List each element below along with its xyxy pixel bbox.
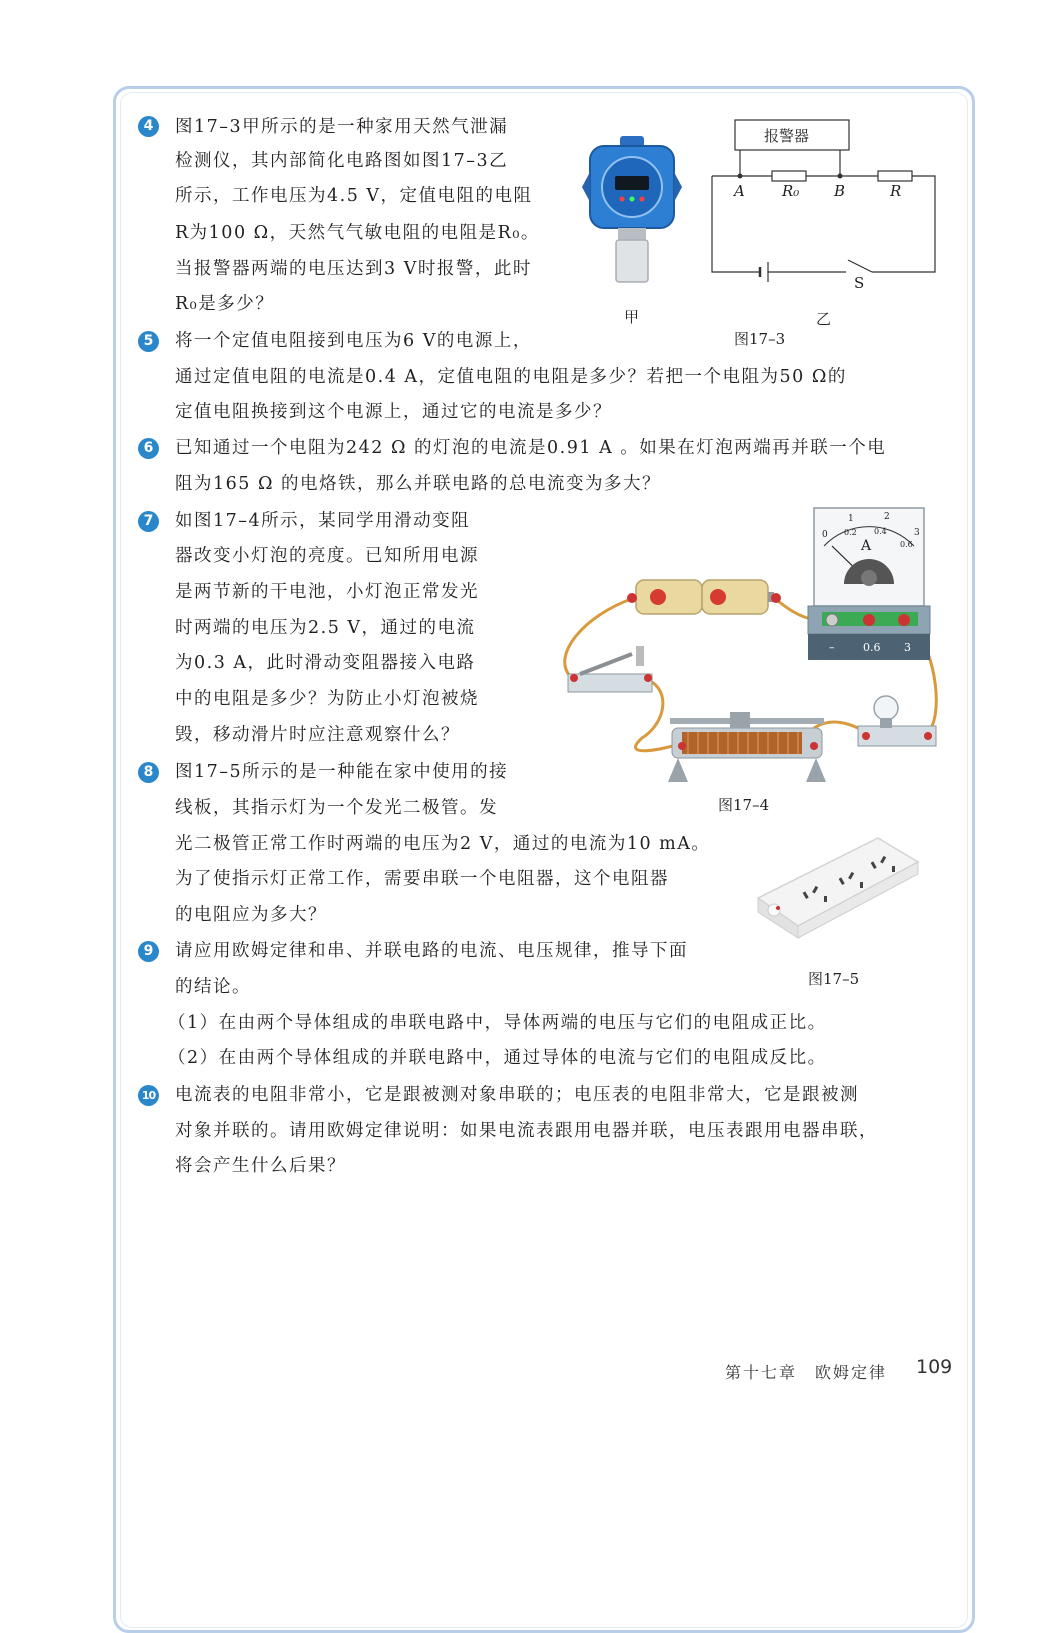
q4-line-2: 检测仪，其内部简化电路图如图17–3乙 bbox=[175, 151, 509, 171]
scale-bottom-0-2: 0.2 bbox=[844, 528, 857, 537]
switch-s-label: S bbox=[854, 274, 865, 292]
gas-detector-illustration bbox=[582, 132, 682, 292]
q7-line-1: 如图17–4所示，某同学用滑动变阻 bbox=[175, 511, 471, 531]
scale-top-3: 3 bbox=[914, 528, 920, 538]
page-number: 109 bbox=[916, 1356, 953, 1378]
q7-line-4: 时两端的电压为2.5 V，通过的电流 bbox=[175, 618, 476, 638]
question-10-number: 10 bbox=[138, 1085, 159, 1106]
chapter-footer: 第十七章 欧姆定律 bbox=[725, 1363, 888, 1382]
fig17-4-caption: 图17–4 bbox=[718, 796, 770, 814]
q9-line-2: 的结论。 bbox=[175, 977, 251, 997]
fig17-3-caption: 图17–3 bbox=[734, 330, 786, 348]
q8-line-3: 光二极管正常工作时两端的电压为2 V，通过的电流为10 mA。 bbox=[175, 834, 711, 854]
scale-bottom-0-4: 0.4 bbox=[874, 527, 887, 536]
node-a-label: A bbox=[734, 182, 745, 200]
q6-line-2: 阻为165 Ω 的电烙铁，那么并联电路的总电流变为多大？ bbox=[175, 474, 662, 494]
q10-line-2: 对象并联的。请用欧姆定律说明：如果电流表跟用电器并联，电压表跟用电器串联， bbox=[175, 1121, 878, 1141]
scale-top-2: 2 bbox=[884, 512, 890, 522]
q8-line-5: 的电阻应为多大？ bbox=[175, 905, 327, 925]
q7-line-3: 是两节新的干电池，小灯泡正常发光 bbox=[175, 582, 479, 602]
scale-top-0: 0 bbox=[822, 530, 828, 540]
q4-line-1: 图17–3甲所示的是一种家用天然气泄漏 bbox=[175, 117, 509, 137]
q6-line-1: 已知通过一个电阻为242 Ω 的灯泡的电流是0.91 A 。如果在灯泡两端再并联一个电 bbox=[175, 438, 887, 458]
terminal-3-label: 3 bbox=[904, 641, 911, 654]
question-9-number: 9 bbox=[138, 941, 159, 962]
ammeter-unit-label: A bbox=[861, 538, 872, 554]
terminal-0-6-label: 0.6 bbox=[863, 641, 881, 654]
question-5-number: 5 bbox=[138, 331, 159, 352]
q10-line-1: 电流表的电阻非常小，它是跟被测对象串联的；电压表的电阻非常大，它是跟被测 bbox=[175, 1085, 859, 1105]
question-4-number: 4 bbox=[138, 116, 159, 137]
resistor-r-label: R bbox=[890, 182, 902, 200]
q7-line-7: 毁，移动滑片时应注意观察什么？ bbox=[175, 725, 460, 745]
question-8-number: 8 bbox=[138, 762, 159, 783]
q7-line-5: 为0.3 A，此时滑动变阻器接入电路 bbox=[175, 653, 476, 673]
fig17-5-caption: 图17–5 bbox=[808, 970, 860, 988]
node-b-label: B bbox=[834, 182, 846, 200]
question-7-number: 7 bbox=[138, 511, 159, 532]
power-strip-illustration bbox=[748, 826, 924, 958]
q8-line-2: 线板，其指示灯为一个发光二极管。发 bbox=[175, 798, 498, 818]
q8-line-4: 为了使指示灯正常工作，需要串联一个电阻器，这个电阻器 bbox=[175, 869, 669, 889]
q5-line-1: 将一个定值电阻接到电压为6 V的电源上， bbox=[175, 331, 532, 351]
q5-line-2: 通过定值电阻的电流是0.4 A，定值电阻的电阻是多少？若把一个电阻为50 Ω的 bbox=[175, 367, 847, 387]
q8-line-1: 图17–5所示的是一种能在家中使用的接 bbox=[175, 762, 509, 782]
alarm-circuit-diagram bbox=[700, 112, 946, 292]
rheostat-circuit-illustration bbox=[552, 506, 944, 796]
fig17-3-label-yi: 乙 bbox=[816, 310, 832, 328]
q5-line-3: 定值电阻换接到这个电源上，通过它的电流是多少？ bbox=[175, 402, 612, 422]
scale-bottom-0-6: 0.6 bbox=[900, 540, 913, 549]
q9-part-1: （1）在由两个导体组成的串联电路中，导体两端的电压与它们的电阻成正比。 bbox=[168, 1013, 827, 1033]
terminal-minus-label: – bbox=[829, 641, 835, 654]
alarm-label: 报警器 bbox=[764, 127, 810, 145]
q4-line-3: 所示，工作电压为4.5 V，定值电阻的电阻 bbox=[175, 186, 533, 206]
resistor-r0-label: R₀ bbox=[782, 182, 800, 200]
fig17-3-label-jia: 甲 bbox=[624, 308, 640, 326]
q9-part-2: （2）在由两个导体组成的并联电路中，通过导体的电流与它们的电阻成反比。 bbox=[168, 1048, 827, 1068]
q4-line-4: R为100 Ω，天然气气敏电阻的电阻是R₀。 bbox=[175, 223, 540, 243]
q10-line-3: 将会产生什么后果？ bbox=[175, 1156, 346, 1176]
q9-line-1: 请应用欧姆定律和串、并联电路的电流、电压规律，推导下面 bbox=[175, 941, 688, 961]
q7-line-2: 器改变小灯泡的亮度。已知所用电源 bbox=[175, 546, 479, 566]
q7-line-6: 中的电阻是多少？为防止小灯泡被烧 bbox=[175, 689, 479, 709]
question-6-number: 6 bbox=[138, 438, 159, 459]
q4-line-6: R₀是多少？ bbox=[175, 294, 275, 314]
q4-line-5: 当报警器两端的电压达到3 V时报警，此时 bbox=[175, 259, 532, 279]
scale-top-1: 1 bbox=[848, 514, 854, 524]
